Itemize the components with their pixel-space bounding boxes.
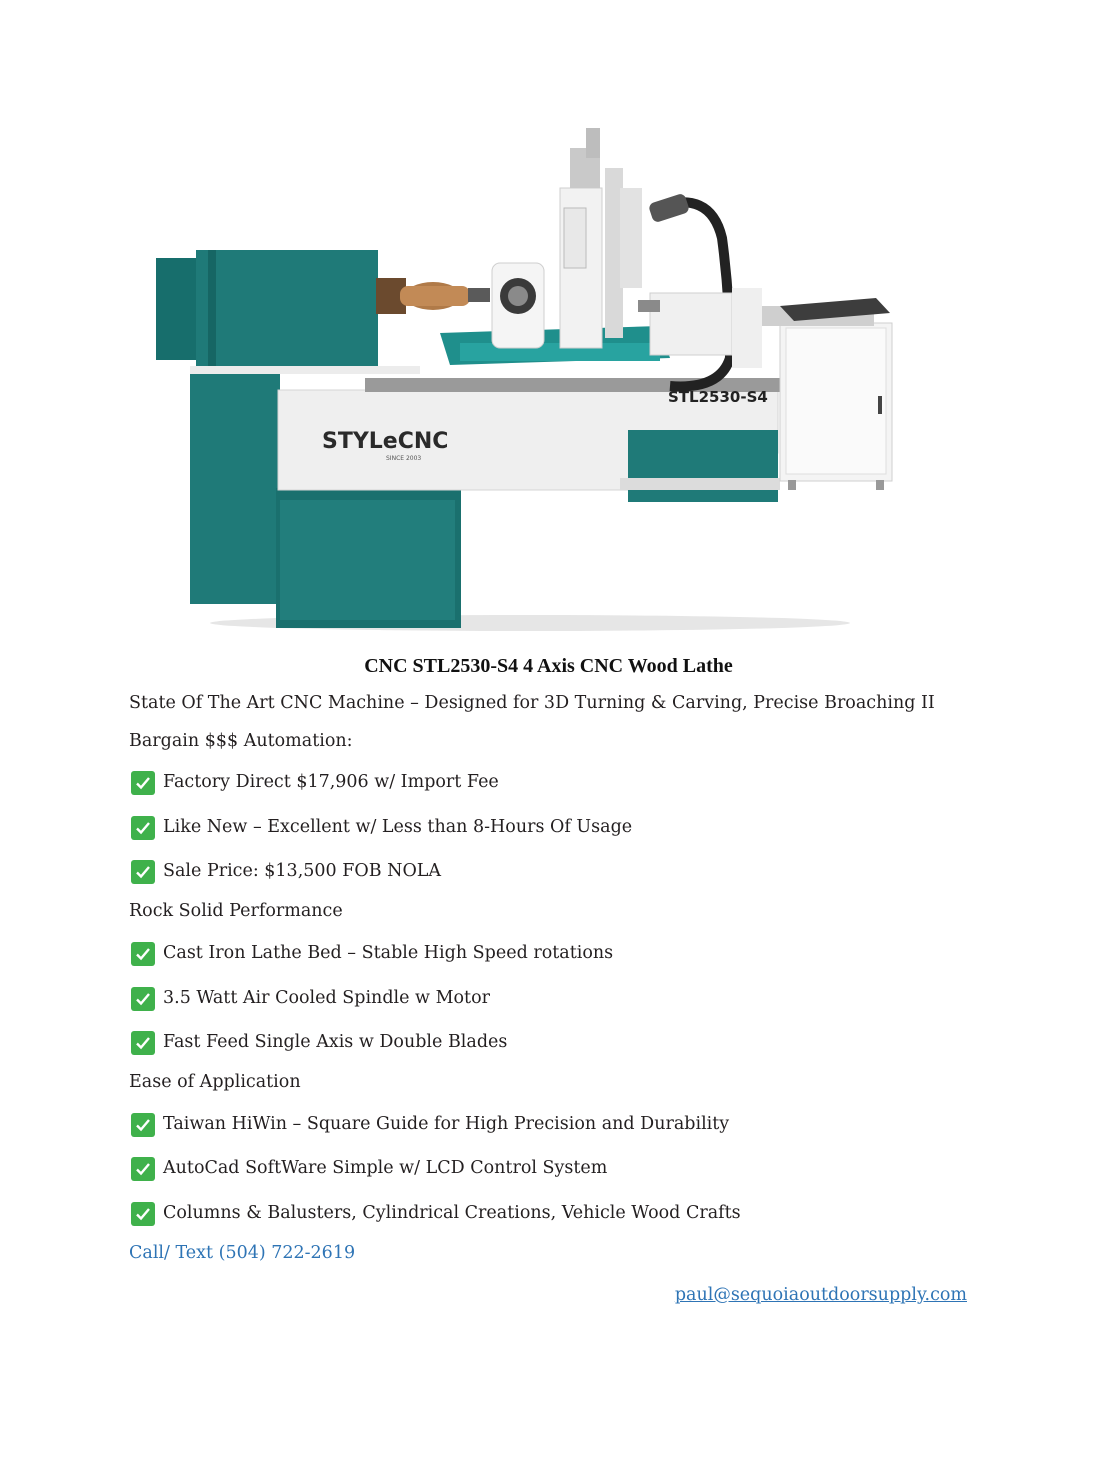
list-item: Columns & Balusters, Cylindrical Creations, Vehicle Wood Crafts xyxy=(163,1203,741,1223)
section-heading-performance: Rock Solid Performance xyxy=(129,901,343,921)
check-mark-icon xyxy=(131,816,155,840)
check-mark-icon xyxy=(131,1202,155,1226)
email-link[interactable]: paul@sequoiaoutdoorsupply.com xyxy=(674,1285,967,1305)
check-mark-icon xyxy=(131,1113,155,1137)
list-item: Factory Direct $17,906 w/ Import Fee xyxy=(163,772,499,792)
check-mark-icon xyxy=(131,771,155,795)
intro-line: State Of The Art CNC Machine – Designed for 3D Turning & Carving, Precise Broaching II xyxy=(129,693,935,713)
list-item: 3.5 Watt Air Cooled Spindle w Motor xyxy=(163,988,490,1008)
list-item: Fast Feed Single Axis w Double Blades xyxy=(163,1032,508,1052)
list-item: AutoCad SoftWare Simple w/ LCD Control System xyxy=(163,1158,608,1178)
phone-contact: Call/ Text (504) 722-2619 xyxy=(129,1243,356,1263)
brand-since: SINCE 2003 xyxy=(386,455,422,462)
model-plate: STL2530-S4 xyxy=(668,388,768,406)
product-title: CNC STL2530-S4 4 Axis CNC Wood Lathe xyxy=(364,655,733,677)
section-heading-bargain: Bargain $$$ Automation: xyxy=(129,731,353,751)
section-heading-application: Ease of Application xyxy=(129,1072,301,1092)
check-mark-icon xyxy=(131,987,155,1011)
list-item: Cast Iron Lathe Bed – Stable High Speed rotations xyxy=(163,943,614,963)
list-item: Sale Price: $13,500 FOB NOLA xyxy=(163,861,442,881)
list-item: Taiwan HiWin – Square Guide for High Precision and Durability xyxy=(163,1114,730,1134)
list-item: Like New – Excellent w/ Less than 8-Hours Of Usage xyxy=(163,817,633,837)
product-photo xyxy=(150,128,930,633)
brand-logo: STYLeCNC xyxy=(322,429,449,454)
check-mark-icon xyxy=(131,942,155,966)
check-mark-icon xyxy=(131,1031,155,1055)
check-mark-icon xyxy=(131,860,155,884)
check-mark-icon xyxy=(131,1157,155,1181)
